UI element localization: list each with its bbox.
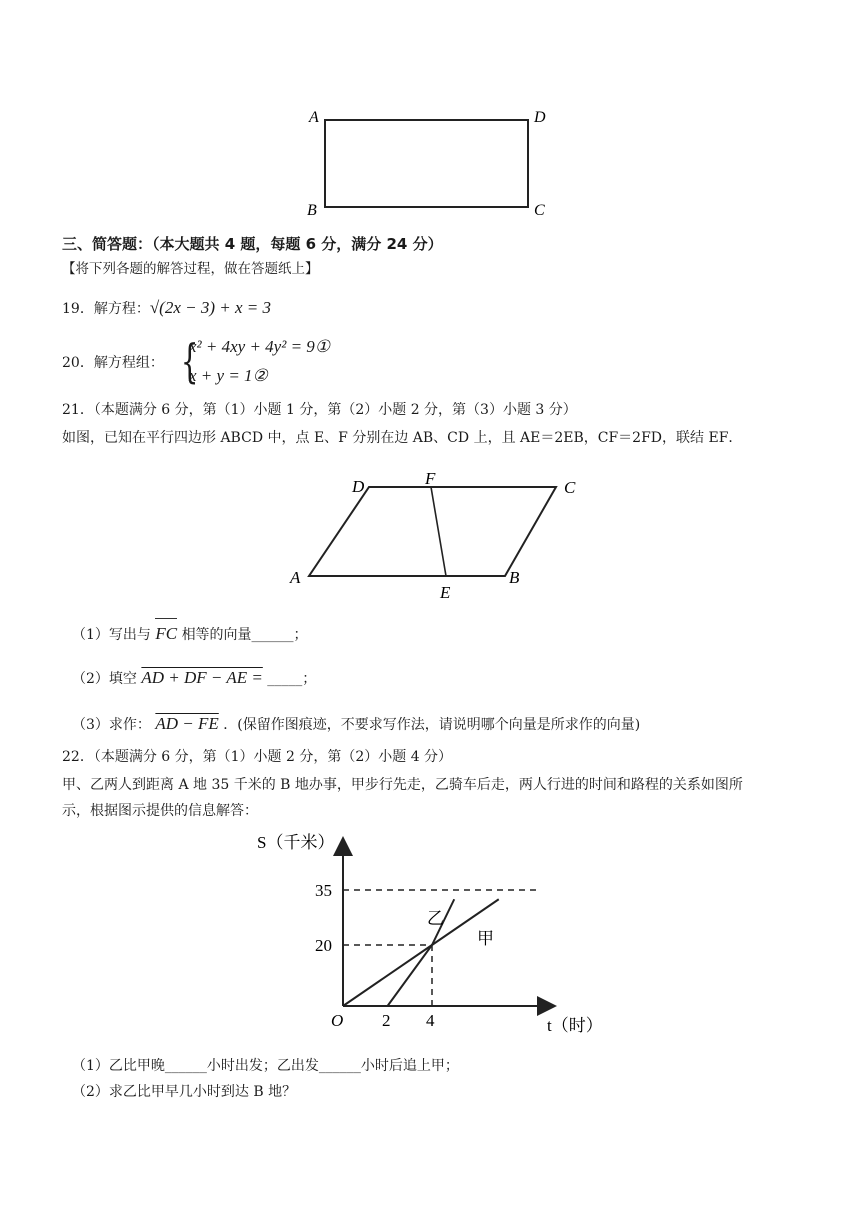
- vector-arrow-icon: [155, 618, 177, 623]
- q21-p3-expr: AD − FE: [155, 714, 219, 733]
- rectangle-figure: [295, 100, 565, 220]
- label-b: B: [509, 568, 520, 587]
- label-d: D: [352, 477, 365, 496]
- distance-time-graph: [255, 826, 615, 1038]
- q20-equation-1: x² + 4xy + 4y² = 9①: [189, 337, 331, 356]
- q20-equation-2: x + y = 1②: [189, 366, 268, 385]
- q21-part-3: [72, 714, 640, 735]
- parallelogram-figure: [280, 468, 600, 608]
- label-b: B: [307, 202, 317, 219]
- label-c: C: [564, 478, 576, 497]
- x-tick-2: 2: [382, 1011, 391, 1030]
- q21-p3-pre: （3）求作：: [72, 717, 151, 733]
- q22-header: 22．（本题满分 6 分，第（1）小题 2 分，第（2）小题 4 分）: [62, 749, 453, 765]
- q19: [62, 298, 271, 319]
- q22-part-2: （2）求乙比甲早几小时到达 B 地？: [72, 1084, 297, 1100]
- y-tick-35: 35: [315, 881, 332, 900]
- label-a: A: [290, 568, 301, 587]
- q22-body-1: 甲、乙两人到距离 A 地 35 千米的 B 地办事，甲步行先走，乙骑车后走，两人行进的时间和路程的关系如图所: [62, 777, 743, 793]
- q22-body-2: 示，根据图示提供的信息解答：: [62, 803, 258, 819]
- label-c: C: [534, 202, 545, 219]
- q21-part-2: [72, 668, 316, 689]
- label-e: E: [440, 583, 451, 602]
- y-axis-label: S（千米）: [257, 833, 335, 852]
- series-label-jia: 甲: [477, 929, 494, 948]
- q22-part-1: （1）乙比甲晚______小时出发；乙出发______小时后追上甲；: [72, 1058, 459, 1074]
- x-tick-4: 4: [426, 1011, 435, 1030]
- q19-equation: √(2x − 3) + x = 3: [149, 298, 271, 317]
- x-axis-label: t（时）: [547, 1016, 603, 1035]
- section-note: 【将下列各题的解答过程，做在答题纸上】: [62, 261, 319, 277]
- q19-label: 19．解方程：: [62, 301, 150, 317]
- series-layer: [343, 899, 499, 1006]
- origin-label: O: [331, 1011, 344, 1030]
- series-line-jia: [343, 899, 499, 1006]
- q21-body: 如图，已知在平行四边形 ABCD 中，点 E、F 分别在边 AB、CD 上，且 AE＝2EB，CF＝2FD，联结 EF．: [62, 430, 743, 446]
- segment-ef: [431, 487, 446, 576]
- label-a: A: [309, 109, 319, 126]
- q21-p2-post: _____；: [267, 671, 317, 687]
- q21-p3-post: ．(保留作图痕迹，不要求写作法，请说明哪个向量是所求作的向量): [223, 717, 641, 733]
- label-f: F: [425, 469, 436, 488]
- q20-brace: {: [180, 334, 199, 388]
- rectangle-abcd: [325, 120, 528, 207]
- q21-p1-pre: （1）写出与: [72, 627, 151, 643]
- q21-p2-pre: （2）填空: [72, 671, 137, 687]
- section-title: 三、简答题：（本大题共 4 题，每题 6 分，满分 24 分）: [62, 235, 443, 253]
- series-label-yi: 乙: [427, 909, 444, 928]
- vector-fc: FC: [155, 624, 177, 644]
- label-d: D: [534, 109, 546, 126]
- q21-header: 21．（本题满分 6 分，第（1）小题 1 分，第（2）小题 2 分，第（3）小题 3 分）: [62, 402, 577, 418]
- q21-p1-post: 相等的向量______；: [181, 627, 308, 643]
- y-tick-20: 20: [315, 936, 332, 955]
- q21-p2-expr: AD + DF − AE =: [141, 668, 263, 687]
- q20-label: 20．解方程组：: [62, 355, 164, 371]
- q21-part-1: [72, 624, 308, 645]
